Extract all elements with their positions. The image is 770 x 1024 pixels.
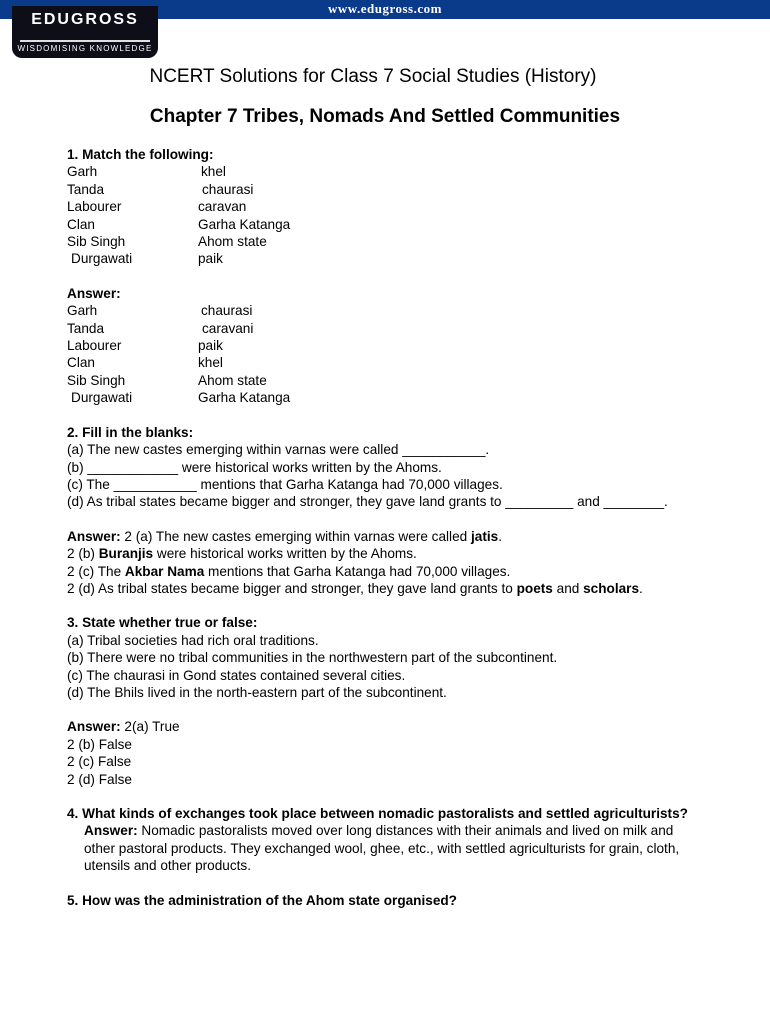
match-left: Durgawati	[71, 251, 133, 267]
answer-keyword: jatis	[470, 528, 499, 544]
q2-item-c: (c) The ___________ mentions that Garha Katanga had 70,000 villages.	[67, 476, 503, 492]
q3-item-a: (a) Tribal societies had rich oral traditions.	[67, 632, 319, 648]
chapter-title: Chapter 7 Tribes, Nomads And Settled Communities	[149, 106, 621, 127]
logo-divider	[20, 40, 150, 42]
q2-item-a: (a) The new castes emerging within varnas were called ___________.	[67, 442, 490, 458]
answer-left: Clan	[67, 355, 95, 371]
page-title: NCERT Solutions for Class 7 Social Studies (History)	[149, 66, 597, 87]
match-right: paik	[198, 251, 223, 267]
answer-right: chaurasi	[201, 303, 253, 319]
logo-name: EDUGROSS	[31, 11, 139, 28]
match-left: Garh	[67, 164, 98, 180]
answer-text: mentions that Garha Katanga had 70,000 villages.	[204, 563, 511, 579]
answer-text: 2 (b)	[67, 546, 99, 562]
q2-item-d: (d) As tribal states became bigger and stronger, they gave land grants to _________ and ________.	[67, 494, 668, 510]
answer-left: Labourer	[67, 338, 122, 354]
q4-answer-label: Answer:	[84, 823, 138, 839]
answer-keyword: Akbar Nama	[124, 563, 205, 579]
match-row	[67, 250, 747, 267]
answer-right: caravani	[202, 320, 254, 336]
answer-row	[67, 354, 747, 371]
q3-answer-a	[67, 718, 747, 735]
answer-right: paik	[198, 338, 223, 354]
q2-item-b: (b) ____________ were historical works written by the Ahoms.	[67, 459, 442, 475]
q2-answer-b	[67, 545, 747, 562]
q3-answer-b: 2 (b) False	[67, 736, 132, 752]
q2-answer-a	[67, 528, 747, 545]
answer-right: Garha Katanga	[198, 390, 291, 406]
q4-answer-line	[84, 822, 747, 839]
answer-right: khel	[198, 355, 223, 371]
q4-answer-line: other pastoral products. They exchanged wool, ghee, etc., with settled agriculturists for grain, cloth,	[84, 840, 680, 856]
match-row	[67, 163, 747, 180]
q3-item-c: (c) The chaurasi in Gond states contained several cities.	[67, 667, 406, 683]
match-left: Tanda	[67, 181, 105, 197]
q2-answer-d	[67, 580, 747, 597]
q4-answer	[67, 822, 747, 874]
edugross-logo	[12, 6, 158, 58]
answer-left: Garh	[67, 303, 98, 319]
answer-text: 2(a) True	[120, 719, 180, 735]
answer-left: Durgawati	[71, 390, 133, 406]
answer-row	[67, 320, 747, 337]
match-left: Labourer	[67, 199, 122, 215]
q2-answer-label: Answer:	[67, 528, 121, 544]
q3-heading: 3. State whether true or false:	[67, 615, 258, 631]
answer-left: Tanda	[67, 320, 105, 336]
answer-text: .	[498, 528, 502, 544]
answer-row	[67, 372, 747, 389]
q2-answer-c	[67, 563, 747, 580]
answer-left: Sib Singh	[67, 372, 126, 388]
answer-right: Ahom state	[198, 372, 267, 388]
answer-text: 2 (d) As tribal states became bigger and stronger, they gave land grants to	[67, 580, 517, 596]
match-left: Clan	[67, 216, 95, 232]
q1-answer-table	[67, 302, 747, 406]
answer-keyword: poets	[516, 580, 553, 596]
document-body	[67, 146, 747, 909]
match-right: chaurasi	[202, 181, 254, 197]
answer-text: .	[639, 580, 643, 596]
answer-text: and	[552, 580, 584, 596]
answer-text: were historical works written by the Ahoms.	[153, 546, 417, 562]
q3-item-b: (b) There were no tribal communities in the northwestern part of the subcontinent.	[67, 650, 558, 666]
q4-heading: 4. What kinds of exchanges took place between nomadic pastoralists and settled agriculturists?	[67, 806, 688, 821]
match-right: Garha Katanga	[198, 216, 291, 232]
answer-row	[67, 389, 747, 406]
match-row	[67, 198, 747, 215]
q1-heading: 1. Match the following:	[67, 147, 214, 162]
match-right: caravan	[198, 199, 247, 215]
answer-text: Nomadic pastoralists moved over long distances with their animals and lived on milk and	[137, 823, 674, 839]
site-url: www.edugross.com	[328, 1, 442, 16]
answer-keyword: Buranjis	[98, 546, 154, 562]
q4-answer-line: utensils and other products.	[84, 858, 252, 874]
q3-item-d: (d) The Bhils lived in the north-eastern part of the subcontinent.	[67, 684, 447, 700]
match-row	[67, 181, 747, 198]
match-left: Sib Singh	[67, 234, 126, 250]
answer-keyword: scholars	[583, 580, 640, 596]
q3-answer-c: 2 (c) False	[67, 754, 132, 770]
answer-row	[67, 302, 747, 319]
q3-answer-d: 2 (d) False	[67, 771, 132, 787]
match-row	[67, 216, 747, 233]
q3-answer-label: Answer:	[67, 719, 121, 735]
q5-heading: 5. How was the administration of the Ahom state organised?	[67, 892, 457, 908]
match-right: Ahom state	[198, 234, 267, 250]
answer-text: 2 (a) The new castes emerging within varnas were called	[120, 528, 471, 544]
answer-row	[67, 337, 747, 354]
q1-match-table	[67, 163, 747, 267]
match-right: khel	[201, 164, 226, 180]
logo-tagline: WISDOMISING KNOWLEDGE	[17, 44, 153, 53]
q1-answer-label: Answer:	[67, 285, 121, 301]
match-row	[67, 233, 747, 250]
q2-heading: 2. Fill in the blanks:	[67, 424, 194, 440]
answer-text: 2 (c) The	[67, 563, 125, 579]
